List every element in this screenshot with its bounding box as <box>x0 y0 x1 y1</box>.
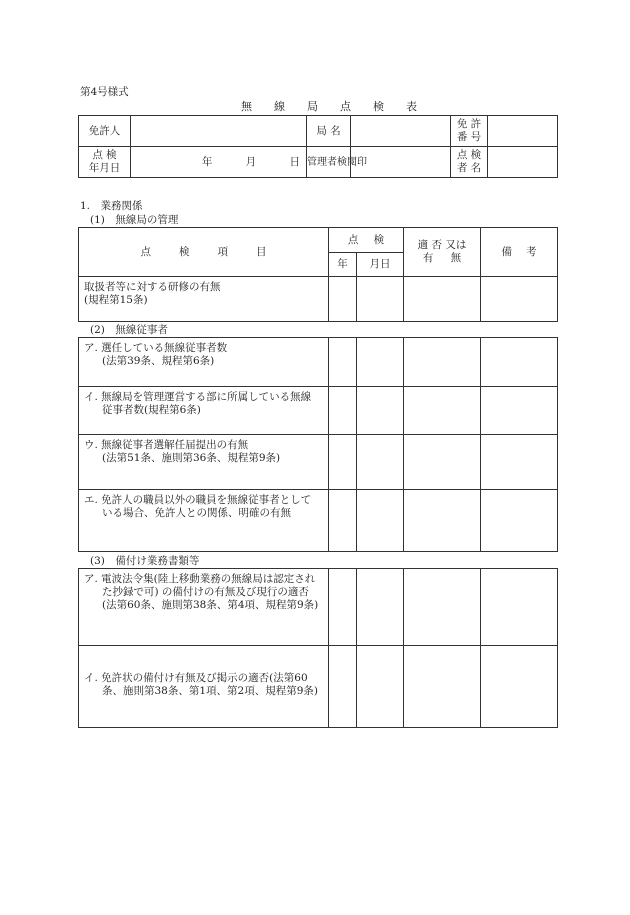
month-day-cell[interactable] <box>357 387 404 435</box>
form-number-label: 第4号様式 <box>80 86 129 98</box>
inspection-date-label: 点 検 年月日 <box>79 147 131 178</box>
item-cell: ウ. 無線従事者選解任届提出の有無 (法第51条、施則第36条、規程第9条) <box>79 435 329 490</box>
month-day-cell[interactable] <box>357 338 404 387</box>
year-cell[interactable] <box>329 435 357 490</box>
month-day-cell[interactable] <box>357 277 404 322</box>
inspector-field[interactable] <box>488 147 558 178</box>
table-row <box>79 490 558 552</box>
header-month-day: 月日 <box>357 253 404 277</box>
month-day-cell[interactable] <box>357 569 404 646</box>
licensee-label: 免許人 <box>79 116 131 147</box>
remarks-cell[interactable] <box>481 387 558 435</box>
compliance-cell[interactable] <box>404 435 481 490</box>
inspection-date-field[interactable]: 年 月 日 <box>131 147 307 178</box>
section-1-2-title: (2) 無線従事者 <box>90 324 168 336</box>
year-cell[interactable] <box>329 387 357 435</box>
item-cell: エ. 免許人の職員以外の職員を無線従事者として いる場合、免許人との関係、明確の有無 <box>79 490 329 552</box>
license-number-label: 免 許 番 号 <box>451 116 488 147</box>
header-table <box>78 115 558 178</box>
year-cell[interactable] <box>329 338 357 387</box>
manager-seal-label: 管理者検閲印 <box>307 147 351 178</box>
radio-operators-table <box>78 337 558 552</box>
month-day-cell[interactable] <box>357 435 404 490</box>
table-row <box>79 435 558 490</box>
year-cell[interactable] <box>329 277 357 322</box>
item-cell: 取扱者等に対する研修の有無 (規程第15条) <box>79 277 329 322</box>
table-row <box>79 338 558 387</box>
section-1-3-title: (3) 備付け業務書類等 <box>90 555 200 567</box>
remarks-cell[interactable] <box>481 338 558 387</box>
table-row <box>79 277 558 322</box>
month-day-cell[interactable] <box>357 646 404 728</box>
month-day-cell[interactable] <box>357 490 404 552</box>
license-number-field[interactable] <box>488 116 558 147</box>
year-cell[interactable] <box>329 646 357 728</box>
header-remarks: 備考 <box>481 228 558 277</box>
station-management-table <box>78 227 558 322</box>
table-row <box>79 569 558 646</box>
remarks-cell[interactable] <box>481 435 558 490</box>
compliance-cell[interactable] <box>404 569 481 646</box>
compliance-cell[interactable] <box>404 490 481 552</box>
item-cell: イ. 免許状の備付け有無及び掲示の適否(法第60 条、施則第38条、第1項、第2項、規程第9条) <box>79 646 329 728</box>
year-cell[interactable] <box>329 569 357 646</box>
header-year: 年 <box>329 253 357 277</box>
header-compliance: 適 否 又は 有 無 <box>404 228 481 277</box>
compliance-cell[interactable] <box>404 338 481 387</box>
remarks-cell[interactable] <box>481 569 558 646</box>
section-1-title: 1. 業務関係 <box>80 200 143 212</box>
item-cell: ア. 選任している無線従事者数 (法第39条、規程第6条) <box>79 338 329 387</box>
header-item: 点検項目 <box>79 228 329 277</box>
section-1-1-title: (1) 無線局の管理 <box>90 214 179 226</box>
table-row <box>79 646 558 728</box>
compliance-cell[interactable] <box>404 646 481 728</box>
station-name-field[interactable] <box>351 116 451 147</box>
remarks-cell[interactable] <box>481 646 558 728</box>
licensee-field[interactable] <box>131 116 307 147</box>
item-cell: ア. 電波法令集(陸上移動業務の無線局は認定され た抄録で可) の備付けの有無及び現行の適否 (法第60条、施則第38条、第4項、規程第9条) <box>79 569 329 646</box>
document-title: 無線局点検表 <box>241 100 439 113</box>
table-row <box>79 387 558 435</box>
documents-table <box>78 568 558 728</box>
year-cell[interactable] <box>329 490 357 552</box>
header-inspection: 点 検 <box>329 228 404 253</box>
remarks-cell[interactable] <box>481 277 558 322</box>
inspector-label: 点 検 者 名 <box>451 147 488 178</box>
compliance-cell[interactable] <box>404 387 481 435</box>
station-name-label: 局 名 <box>307 116 351 147</box>
item-cell: イ. 無線局を管理運営する部に所属している無線 従事者数(規程第6条) <box>79 387 329 435</box>
compliance-cell[interactable] <box>404 277 481 322</box>
remarks-cell[interactable] <box>481 490 558 552</box>
